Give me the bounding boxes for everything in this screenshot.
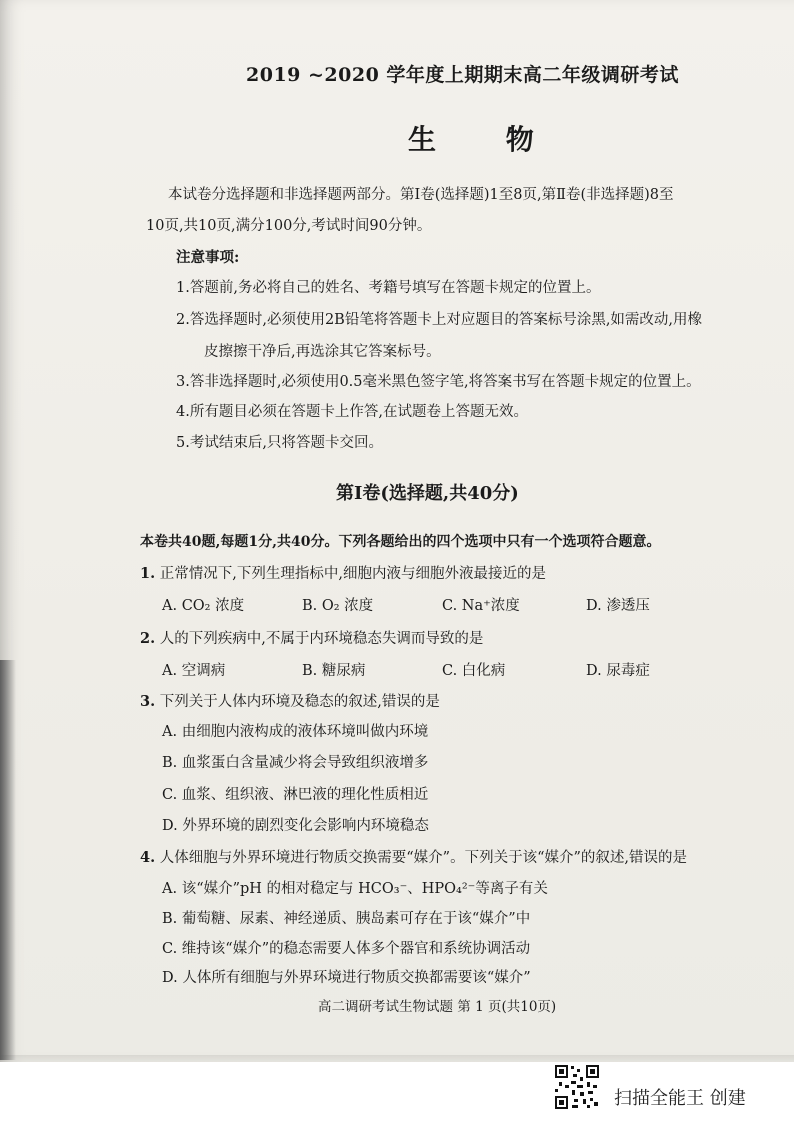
question-1 [140, 562, 546, 583]
notice-item: 3.答非选择题时,必须使用0.5毫米黑色签字笔,将答案书写在答题卡规定的位置上。 [176, 374, 701, 390]
option: A. CO₂ 浓度 [162, 598, 245, 614]
question-3 [140, 690, 440, 711]
notice-item: 4.所有题目必须在答题卡上作答,在试题卷上答题无效。 [176, 404, 528, 420]
intro-line-1: 本试卷分选择题和非选择题两部分。第Ⅰ卷(选择题)1至8页,第Ⅱ卷(非选择题)8至 [168, 187, 674, 203]
question-number: 2. [140, 630, 156, 647]
section-instruction: 本卷共40题,每题1分,共40分。下列各题给出的四个选项中只有一个选项符合题意。 [140, 534, 661, 550]
question-number: 3. [140, 693, 156, 710]
qr-code-icon [553, 1063, 601, 1111]
option: D. 尿毒症 [586, 663, 650, 679]
exam-title: 2019 ~2020 学年度上期期末高二年级调研考试 [246, 64, 679, 86]
option: B. 糖尿病 [302, 663, 366, 679]
question-2 [140, 627, 483, 648]
page-edge-shadow [0, 1055, 794, 1062]
question-number: 1. [140, 565, 156, 582]
question-4 [140, 846, 687, 867]
question-stem: 正常情况下,下列生理指标中,细胞内液与细胞外液最接近的是 [159, 566, 546, 582]
option: C. 血浆、组织液、淋巴液的理化性质相近 [162, 787, 429, 803]
option: A. 空调病 [162, 663, 226, 679]
option: B. 血浆蛋白含量减少将会导致组织液增多 [162, 755, 429, 771]
notice-item: 皮擦擦干净后,再选涂其它答案标号。 [204, 344, 441, 360]
option: C. 维持该“媒介”的稳态需要人体多个器官和系统协调活动 [162, 941, 531, 957]
section-title: 第Ⅰ卷(选择题,共40分) [336, 483, 519, 504]
question-number: 4. [140, 849, 156, 866]
question-stem: 人体细胞与外界环境进行物质交换需要“媒介”。下列关于该“媒介”的叙述,错误的是 [159, 850, 688, 866]
notice-item: 5.考试结束后,只将答题卡交回。 [176, 435, 383, 451]
binding-shadow [0, 660, 16, 1060]
intro-line-2: 10页,共10页,满分100分,考试时间90分钟。 [146, 218, 432, 234]
page-footer: 高二调研考试生物试题 第 1 页(共10页) [318, 999, 557, 1015]
subject-title: 生 物 [408, 123, 564, 156]
option: D. 外界环境的剧烈变化会影响内环境稳态 [162, 818, 429, 834]
option: D. 渗透压 [586, 598, 650, 614]
option: A. 该“媒介”pH 的相对稳定与 HCO₃⁻、HPO₄²⁻等离子有关 [162, 881, 548, 897]
option: B. 葡萄糖、尿素、神经递质、胰岛素可存在于该“媒介”中 [162, 911, 531, 927]
notice-heading: 注意事项: [176, 249, 240, 266]
question-stem: 下列关于人体内环境及稳态的叙述,错误的是 [159, 694, 440, 710]
notice-item: 2.答选择题时,必须使用2B铅笔将答题卡上对应题目的答案标号涂黑,如需改动,用橡 [176, 312, 703, 328]
option: C. Na⁺浓度 [442, 598, 520, 614]
question-stem: 人的下列疾病中,不属于内环境稳态失调而导致的是 [159, 631, 484, 647]
option: B. O₂ 浓度 [302, 598, 374, 614]
option: A. 由细胞内液构成的液体环境叫做内环境 [162, 724, 429, 740]
option: C. 白化病 [442, 663, 506, 679]
scanner-watermark: 扫描全能王 创建 [614, 1088, 746, 1109]
option: D. 人体所有细胞与外界环境进行物质交换都需要该“媒介” [162, 970, 531, 986]
notice-item: 1.答题前,务必将自己的姓名、考籍号填写在答题卡规定的位置上。 [176, 280, 601, 296]
